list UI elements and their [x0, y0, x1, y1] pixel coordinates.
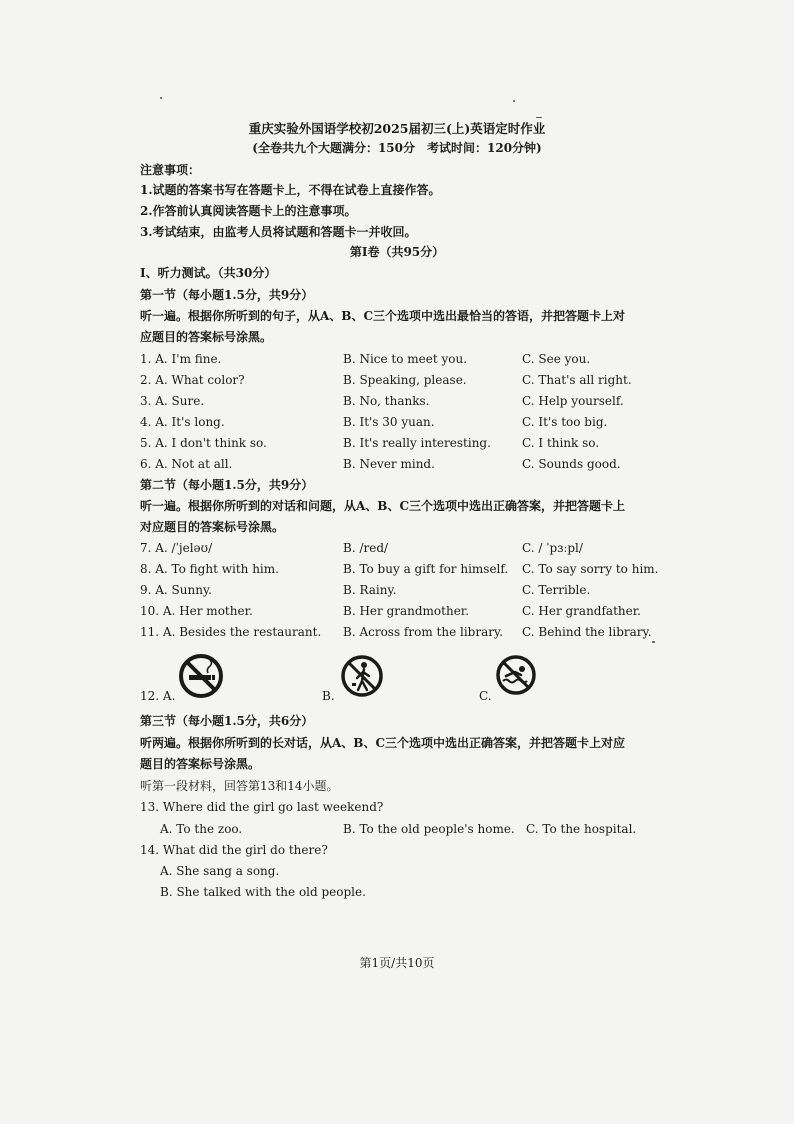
- section-title: 第二节（每小题1.5分，共9分）: [140, 478, 314, 492]
- note-item: 2.作答前认真阅读答题卡上的注意事项。: [140, 204, 357, 218]
- option-a: 6. A. Not at all.: [140, 457, 233, 471]
- option-b: B. Across from the library.: [343, 625, 503, 639]
- option-c: C. It's too big.: [522, 415, 608, 429]
- notes-heading: 注意事项：: [140, 163, 201, 177]
- option-c: C. That's all right.: [522, 373, 632, 387]
- q12-option-b: B.: [322, 689, 335, 703]
- section-instruction: 题目的答案标号涂黑。: [140, 757, 261, 771]
- option-a: 7. A. /ˈjeləʊ/: [140, 541, 213, 555]
- option-b: B. Never mind.: [343, 457, 435, 471]
- option-c: C. To the hospital.: [526, 822, 637, 836]
- option-a: A. She sang a song.: [160, 864, 280, 878]
- option-b: B. To buy a gift for himself.: [343, 562, 509, 576]
- section-instruction: 听一遍。根据你所听到的对话和问题，从A、B、C三个选项中选出正确答案，并把答题卡上: [140, 499, 626, 513]
- option-c: C. / ˈpɜːpl/: [522, 541, 583, 555]
- option-b: B. It's really interesting.: [343, 436, 491, 450]
- no-smoking-icon: [178, 653, 224, 699]
- section-instruction: 听一遍。根据你所听到的句子，从A、B、C三个选项中选出最恰当的答语，并把答题卡上对: [140, 309, 626, 323]
- part-title: Ⅰ、听力测试。（共30分）: [140, 266, 277, 280]
- option-a: 3. A. Sure.: [140, 394, 205, 408]
- option-b: B. It's 30 yuan.: [343, 415, 435, 429]
- scan-speck: [536, 117, 542, 118]
- section-title: 第三节（每小题1.5分，共6分）: [140, 714, 314, 728]
- option-c: C. Behind the library.: [522, 625, 652, 639]
- option-a: 9. A. Sunny.: [140, 583, 212, 597]
- option-c: C. Terrible.: [522, 583, 591, 597]
- q12-option-a: 12. A.: [140, 689, 176, 703]
- note-item: 3.考试结束，由监考人员将试题和答题卡一并收回。: [140, 225, 417, 239]
- note-item: 1.试题的答案书写在答题卡上，不得在试卷上直接作答。: [140, 183, 441, 197]
- option-b: B. She talked with the old people.: [160, 885, 366, 899]
- option-a: 10. A. Her mother.: [140, 604, 253, 618]
- no-swimming-icon: [495, 654, 537, 696]
- option-c: C. To say sorry to him.: [522, 562, 659, 576]
- option-c: C. Help yourself.: [522, 394, 624, 408]
- option-b: B. Speaking, please.: [343, 373, 467, 387]
- option-c: C. Sounds good.: [522, 457, 621, 471]
- option-b: B. To the old people's home.: [343, 822, 515, 836]
- question-14: 14. What did the girl do there?: [140, 843, 328, 857]
- option-c: C. Her grandfather.: [522, 604, 641, 618]
- option-b: B. Nice to meet you.: [343, 352, 468, 366]
- option-b: B. Rainy.: [343, 583, 397, 597]
- option-a: A. To the zoo.: [160, 822, 243, 836]
- q12-option-c: C.: [479, 689, 492, 703]
- option-a: 2. A. What color?: [140, 373, 245, 387]
- option-a: 5. A. I don't think so.: [140, 436, 267, 450]
- option-c: C. I think so.: [522, 436, 600, 450]
- material-note: 听第一段材料，回答第13和14小题。: [140, 779, 339, 793]
- no-littering-icon: [340, 654, 384, 698]
- section-instruction: 对应题目的答案标号涂黑。: [140, 520, 285, 534]
- scan-speck: [513, 100, 515, 102]
- option-b: B. /red/: [343, 541, 389, 555]
- page-number: 第1页/共10页: [359, 956, 435, 970]
- exam-subtitle: (全卷共九个大题满分：150分 考试时间：120分钟): [252, 141, 542, 155]
- section-instruction: 应题目的答案标号涂黑。: [140, 330, 273, 344]
- scan-speck: [160, 97, 162, 99]
- option-a: 8. A. To fight with him.: [140, 562, 279, 576]
- option-a: 1. A. I'm fine.: [140, 352, 222, 366]
- exam-title: 重庆实验外国语学校初2025届初三(上)英语定时作业: [248, 121, 546, 136]
- question-13: 13. Where did the girl go last weekend?: [140, 800, 384, 814]
- option-a: 11. A. Besides the restaurant.: [140, 625, 322, 639]
- option-c: C. See you.: [522, 352, 591, 366]
- option-b: B. No, thanks.: [343, 394, 430, 408]
- scan-speck: [652, 641, 655, 643]
- volume-title: 第Ⅰ卷（共95分）: [349, 245, 445, 259]
- option-a: 4. A. It's long.: [140, 415, 225, 429]
- option-b: B. Her grandmother.: [343, 604, 470, 618]
- section-instruction: 听两遍。根据你所听到的长对话，从A、B、C三个选项中选出正确答案，并把答题卡上对应: [140, 736, 626, 750]
- section-title: 第一节（每小题1.5分，共9分）: [140, 288, 314, 302]
